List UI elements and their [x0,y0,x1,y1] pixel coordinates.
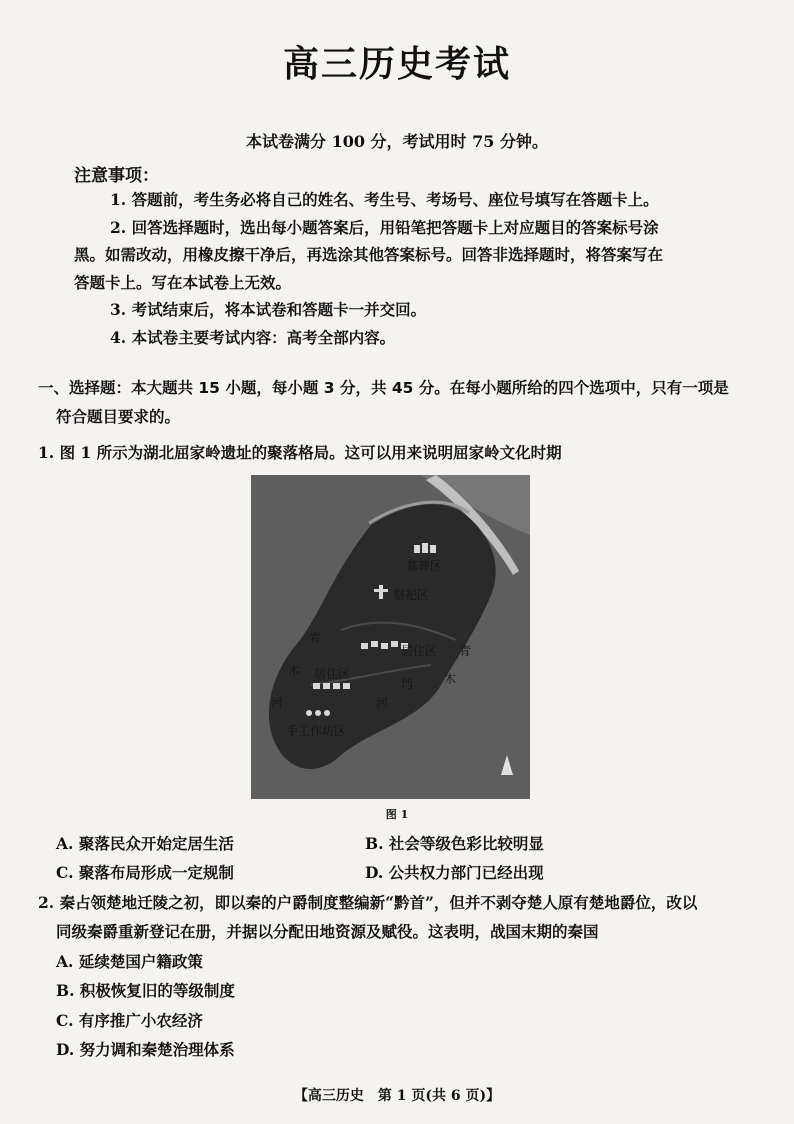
q2-option-d: D. 努力调和秦楚治理体系 [56,1040,235,1059]
q2-option-b: B. 积极恢复旧的等级制度 [56,981,235,1000]
question-2-stem-continued: 同级秦爵重新登记在册，并据以分配田地资源及赋役。这表明，战国末期的秦国 [56,922,599,941]
notice-item: 2. 回答选择题时，选出每小题答案后，用铅笔把答题卡上对应题目的答案标号涂 [110,218,659,237]
map-label-river-char: 河 [376,696,389,710]
figure-caption: 图 1 [385,808,409,821]
map-label-residence-right: 居住区 [401,644,438,658]
map-label-sacrifice: 祭祀区 [393,588,430,602]
notice-item-continued: 答题卡上。写在本试卷上无效。 [74,273,292,292]
q1-option-d: D. 公共权力部门已经出现 [365,863,544,882]
q2-option-c: C. 有序推广小农经济 [56,1011,203,1030]
map-label-river-char: 河 [271,696,284,710]
notice-heading: 注意事项： [74,166,159,186]
q2-option-a: A. 延续楚国户籍政策 [56,952,203,971]
page-footer: 【高三历史 第 1 页(共 6 页)】 [293,1088,501,1104]
map-label-river-char: 木 [444,672,457,686]
q1-option-a: A. 聚落民众开始定居生活 [56,834,234,853]
question-1-stem: 1. 图 1 所示为湖北屈家岭遗址的聚落格局。这可以用来说明屈家岭文化时期 [38,443,562,462]
map-label-river-char: 青 [309,631,322,645]
map-label-burial: 墓葬区 [406,559,443,573]
map-label-residence-left: 居住区 [314,667,351,681]
settlement-map-figure [251,475,530,799]
map-label-river-char: 垱 [401,677,414,691]
notice-item: 4. 本试卷主要考试内容：高考全部内容。 [110,328,396,347]
section-heading-continued: 符合题目要求的。 [56,408,181,426]
exam-title: 高三历史考试 [282,44,511,85]
question-2-stem: 2. 秦占领楚地迁陵之初，即以秦的户爵制度整编新“黔首”，但并不剥夺楚人原有楚地爵位，改以 [38,893,698,912]
q1-option-c: C. 聚落布局形成一定规制 [56,863,234,882]
map-label-river-char: 青 [459,644,472,658]
map-label-workshop: 手工作坊区 [286,724,347,738]
notice-item: 1. 答题前，考生务必将自己的姓名、考生号、考场号、座位号填写在答题卡上。 [110,190,659,209]
notice-item-continued: 黑。如需改动，用橡皮擦干净后，再选涂其他答案标号。回答非选择题时，将答案写在 [74,245,664,264]
map-label-river-char: 木 [288,664,301,678]
exam-subline: 本试卷满分 100 分，考试用时 75 分钟。 [246,132,548,151]
notice-item: 3. 考试结束后，将本试卷和答题卡一并交回。 [110,300,427,319]
q1-option-b: B. 社会等级色彩比较明显 [365,834,544,853]
section-heading: 一、选择题：本大题共 15 小题，每小题 3 分，共 45 分。在每小题所给的四个选项中，只有一项是 [38,379,729,397]
